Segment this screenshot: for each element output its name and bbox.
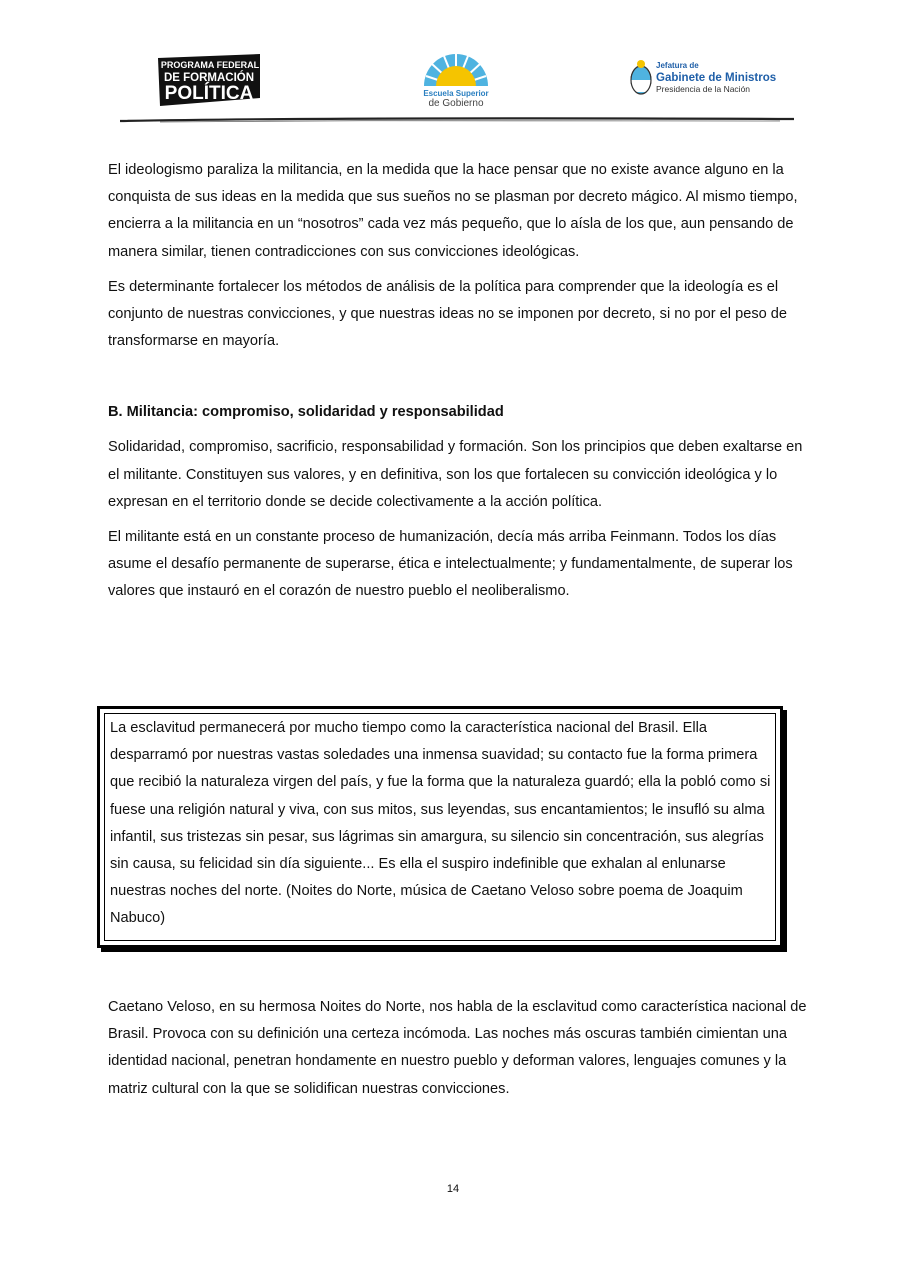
header-divider: [120, 117, 794, 123]
document-body: [108, 157, 808, 614]
programa-federal-logo: [156, 54, 262, 106]
paragraph-metodos-analisis: Es determinante fortalecer los métodos de análisis de la política para comprender que la ideología es el conjunto de nuestras convicciones, y que nuestras ideas no se imponen por decreto, si no por el peso de transformarse en mayoría.: [108, 278, 788, 350]
svg-text:de Gobierno: de Gobierno: [428, 98, 484, 109]
escuela-superior-logo: [418, 50, 494, 110]
svg-text:Presidencia de la Nación: Presidencia de la Nación: [656, 84, 751, 94]
paragraph-caetano-veloso: Caetano Veloso, en su hermosa Noites do Norte, nos habla de la esclavitud como característica nacional de Brasil. Provoca con su definición una certeza incómoda. Las noches más oscuras también cimientan una identidad nacional, penetran hondamente en nuestro pueblo y deforman valores, lenguajes comunes y la matriz cultural con la que se solidifican nuestras convicciones.: [108, 999, 807, 1097]
paragraph-militante: El militante está en un constante proceso de humanización, decía más arriba Feinmann. Todos los días asume el desafío permanente de superarse, ética e intelectualmente; y fundamentalmente, de superar los valores que instauró en el corazón de nuestro pueblo el neoliberalismo.: [108, 529, 793, 600]
quote-text: La esclavitud permanecerá por mucho tiempo como la característica nacional del Brasil. Ella desparramó por nuestras vastas soledades una inmensa suavidad; su contacto fue la forma primera que recibió la naturaleza virgen del país, y fue la forma que la naturaleza guardó; ella la pobló como si fuese una religión natural y viva, con sus mitos, sus leyendas, sus encantamientos; le insufló su alma infantil, sus tristezas sin pesar, sus lágrimas sin amargura, su silencio sin concentración, sus alegrías sin causa, su felicidad sin día siguiente... Es ella el suspiro indefinible que exhalan al enlunarse nuestras noches del norte. (Noites do Norte, música de Caetano Veloso sobre poema de Joaquim Nabuco): [110, 720, 771, 927]
paragraph-solidaridad: Solidaridad, compromiso, sacrificio, responsabilidad y formación. Son los principios que deben exaltarse en el militante. Constituyen sus valores, y en definitiva, son los que fortalecen su convicción ideológica y lo expresan en el territorio donde se decide colectivamente a la acción política.: [108, 439, 803, 510]
svg-text:DE FORMACIÓN: DE FORMACIÓN: [163, 72, 255, 84]
page-number: 14: [446, 1183, 460, 1195]
quote-box: [97, 706, 783, 948]
svg-text:Jefatura de: Jefatura de: [656, 61, 699, 70]
svg-text:POLÍTICA: POLÍTICA: [164, 83, 254, 104]
svg-text:Gabinete de Ministros: Gabinete de Ministros: [656, 72, 777, 84]
paragraph-ideologismo: El ideologismo paraliza la militancia, en la medida que la hace pensar que no existe avance alguno en la conquista de sus ideas en la medida que sus sueños no se plasman por decreto mágico. Al mismo tiempo, encierra a la militancia en un “nosotros” cada vez más pequeño, que lo aísla de los que, aun pensando de manera similar, tienen contradicciones con sus convicciones ideológicas.: [108, 162, 798, 260]
national-coat-of-arms-icon: [631, 60, 651, 94]
svg-text:Escuela Superior: Escuela Superior: [423, 89, 489, 98]
jefatura-gabinete-logo: [628, 56, 778, 102]
section-heading: B. Militancia: compromiso, solidaridad y responsabilidad: [108, 404, 504, 421]
svg-text:PROGRAMA FEDERAL: PROGRAMA FEDERAL: [160, 60, 260, 70]
sun-icon: [424, 53, 488, 86]
